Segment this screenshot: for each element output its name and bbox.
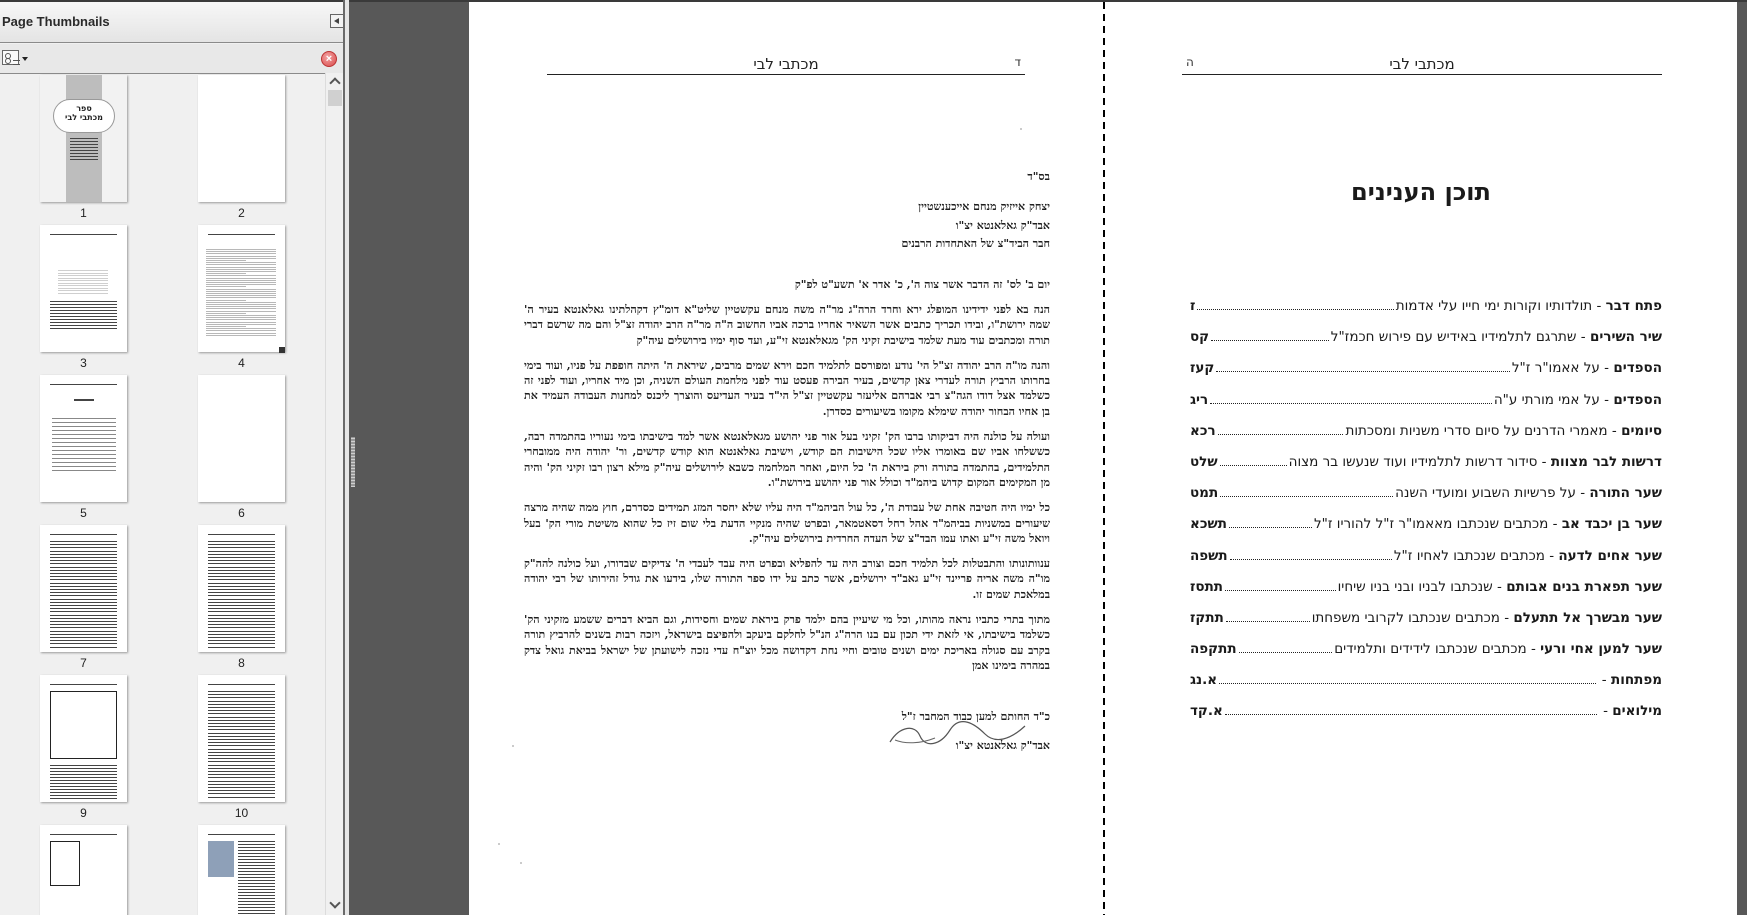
thumbnail-page-number: 6 [238,506,245,520]
close-icon[interactable]: × [321,51,337,67]
toc-entry[interactable] [1190,703,1662,734]
toc-leader-dots [1225,590,1336,591]
toc-entry[interactable] [1190,516,1662,547]
toc-page-number: תשכא [1190,516,1227,533]
toc-leader-dots [1197,309,1393,310]
letter-paragraph: והנה מו"ה הרב יהודה זצ"ל הי' נודע ומפורסם לתלמיד חכם וירא שמים מרבים, שיראת ה' היתה חופפת על פניו, ועוד בימי בחרותו הרביץ תורה לעדרי צאן קדשים, בעיר הבירה פעסט עוד לפני מלחמת העולם השניה, וכן מיד אחריו, ועוד לפני זה כשלמד אצל דודו הגה"צ רבי אברהם אליעזר עקשטיין זצ"ל הי"ד בעיר העדיעס והוצרך ליכנס למחנות העבודה העמיד את בן אחיו הבחור יהודה שימלא מקומו בשיעורים כסדרן. [524,358,1050,418]
page-thumbnail[interactable] [40,75,127,202]
page-thumbnail[interactable] [198,75,285,202]
toc-leader-dots [1219,683,1595,684]
toc-entry-heading: שיר השירים [1589,329,1662,346]
toc-page-number: שלט [1190,453,1218,470]
toc-entry-heading: הספדים [1613,391,1662,408]
sender-line: חבר הביד"צ של האתחדות הרבנים [901,237,1050,250]
toc-dash: - [1592,298,1606,314]
running-header-right [1182,54,1662,75]
page-thumbnail[interactable] [40,675,127,802]
toc-page-number: תתקפה [1190,641,1237,658]
toc-entry-heading: מילואים [1612,703,1662,720]
toc-page-number: תמט [1190,485,1219,502]
scrollbar-thumb[interactable] [328,90,342,106]
page-thumbnail[interactable] [40,525,127,652]
toc-page-number: תשפה [1190,547,1228,564]
page-thumbnail[interactable] [198,825,285,915]
letter-paragraph: ענוותונותו והתבטלות לכל תלמיד חכם וצורב היה עד להפליא ובפרט היה עבד לעבדי ה' צדיקים שבדורו, ועל כולנה להה"ק מו"ה משה אריה פריינד זי"ע גאב"ד ירושלים, אשר כתב על ידו ספר התורה שלו, בידעו את גודל זהירותו של רבי יהודה במלאכת שמים זו. [524,557,1050,601]
thumbnail-page-number: 7 [80,656,87,670]
scroll-up-icon[interactable] [329,76,341,86]
toc-dash: - [1598,703,1613,720]
toc-dash: - [1548,516,1562,533]
toc-entry-heading: הספדים [1613,360,1662,377]
cover-title: ספר מכתבי לבי [65,104,103,122]
sender-line: אבד"ק גאלאנטא יצ"ו [955,218,1050,232]
toc-entry-heading: דרשות לבר מצוות [1550,453,1662,470]
letter-paragraph: מתוך בתרי כתביו נראה מהותו, וכל מי שיעיין בהם ילמד פרק ביראת שמים וחסידות, וגם הביא דברים ששמע מזקיני הק' כשלמד בישיבתו, אי לזאת ידי תכון עם בנו הרה"ג הנ"ל לחלקם ביעקב ולהפיצם בישראל, ויזכה רבות בשנים להרביץ תורה בקרב עם סגולה באריכת ימים ושנים טובים וחיי נחת דקדושה מכל יוצ"ח עדי נזכה לישועתן של ישראל בביאת גואל צדק במהרה בימינו אמן [524,613,1050,672]
toc-entry[interactable] [1190,392,1662,423]
toc-leader-dots [1218,434,1344,435]
page-view-marker[interactable] [279,347,285,353]
toc-page-number: תתקז [1190,609,1224,626]
toc-dash: - [1526,641,1541,658]
toc-entry-description: שתרגם לתלמידיו באידיש עם פירוש חכמז"ל [1330,329,1577,346]
page-thumbnail[interactable] [198,675,285,802]
toc-entry-heading: שער התורה [1589,485,1662,502]
thumbnail-page-number: 1 [80,206,87,220]
toc-page-number: ז [1190,298,1196,314]
scan-speck [498,843,500,845]
thumbnail-page-number: 3 [80,356,87,370]
toc-leader-dots [1225,714,1597,715]
letter-closing: כ"ד החותם למען כבוד המחבר ז"ל [901,710,1050,723]
toc-dash: - [1576,329,1590,346]
collapse-panel-button[interactable] [330,14,344,28]
page-thumbnail[interactable] [198,225,285,352]
thumbnail-page-number: 2 [238,206,245,220]
panel-resize-strip[interactable] [345,0,349,915]
page-thumbnail[interactable] [40,225,127,352]
toc-entry[interactable] [1190,641,1662,672]
toc-entry-heading: שער למען אחי ורעי [1540,641,1662,658]
toc-entry[interactable] [1190,454,1662,485]
letter-paragraph: כל ימיו היה חטיבה אחת של עבודת ה', כל עול הביהמ"ד היה עליו שלא יחסר המזג תמידים כסדרם, חוץ ממה שהיה מרצה שיעורים במשניות בביהמ"ד אהל רחל דסאטמאר, ובפרט שהיה מנקיי הדעת בלי שום זיז כל שהוא משיטת מורי הק' בעל ויואל משה זי"ע ואתו עמו הבד"צ של העדה החרדית בירושלים עיה"ק. [524,501,1050,545]
scan-speck [512,745,514,747]
signature-title: אבד"ק גאלאנטא יצ"ו [955,739,1050,752]
handwritten-signature [880,718,1030,748]
toc-entry[interactable] [1190,329,1662,360]
toc-entry[interactable] [1190,298,1662,329]
toc-entry[interactable] [1190,485,1662,516]
toc-page-number: קעז [1190,360,1215,377]
toc-dash: - [1544,547,1559,564]
running-header-left [547,54,1025,75]
toc-entry-description: מכתבים שנכתבו לקרובי משפחתו [1311,609,1500,626]
thumbnail-scrollbar[interactable] [325,73,343,915]
thumbnail-page-number: 4 [238,356,245,370]
toc-page-number: קס [1190,329,1210,346]
splitter-grip-handle[interactable] [351,437,355,487]
chevron-down-icon [22,57,28,61]
toc-entry-description: מכתבים שנכתבו לאחיו ז"ל [1393,547,1545,564]
toc-page-number: רכא [1190,422,1216,439]
toc-leader-dots [1220,465,1287,466]
page-thumbnail[interactable] [198,375,285,502]
toc-entry-heading: שער מבשרך אל תתעלם [1513,609,1662,626]
toc-entry[interactable] [1190,548,1662,579]
toc-entry-description: על אאמו"ר ז"ל [1511,360,1600,377]
toc-entry-heading: סיומים [1621,422,1662,439]
letter-bsd: בס"ד [1027,170,1050,183]
toc-leader-dots [1226,621,1310,622]
toc-leader-dots [1239,652,1333,653]
toc-entry-description: סידור דרשות לתלמידיו ועוד שנעשו בר מצוה [1288,453,1538,470]
toc-entry-heading: שער אחים לדעה [1558,547,1662,564]
scroll-down-icon[interactable] [329,899,341,909]
toc-entry-description: מכתבים שנכתבו לידידים ותלמידים [1334,641,1527,658]
toc-entry-heading: פתח דבר [1605,298,1662,314]
toc-dash: - [1597,672,1611,689]
table-of-contents [1190,298,1662,735]
toc-dash: - [1607,422,1622,439]
toc-dash: - [1537,453,1551,470]
thumbnail-list [0,73,325,915]
sender-line: יצחק אייזיק מנחם אייכענשטיין [918,200,1050,213]
toc-dash: - [1599,391,1614,408]
toc-entry-description: מאמרי הדרנים על סיום סדרי משניות ומסכתות [1345,422,1608,439]
scan-speck [520,862,522,864]
page-thumbnail[interactable] [198,525,285,652]
toc-entry-heading: שער בן יכבד אב [1561,516,1662,533]
toc-leader-dots [1220,496,1393,497]
running-title-left: מכתבי לבי [753,55,819,73]
toc-entry-description: תולדותיו וקורות ימי חייו עלי אדמות [1395,298,1593,314]
toc-leader-dots [1229,527,1312,528]
toc-entry-description: על אמי מורתי ע"ה [1493,391,1600,408]
toc-leader-dots [1216,371,1510,372]
options-list-icon [2,50,19,65]
letter-paragraph: הנה בא לפני ידידינו המופלג ירא וחרד הרה"ג מר"ה משה מנחם עקשטיין שליט"א דומ"ץ דקהלתינו גאלאנטא בעיר ה' שמה ירושת"ו, ובידו תכריך כתבים אשר השאיר אחריו ברכה אביו החשוב ה"ה מר"ה הרב יהודה זצ"ל והם מה שרשם דברי תורה ומכתבים עוד מעת שלמד בישיבת זקיני הק' מגאלאנטא זי"ע, ועד סוף ימיו בירושלים עיה"ק [524,303,1050,347]
thumbnail-page-number: 9 [80,806,87,820]
toc-dash: - [1575,485,1590,502]
toc-leader-dots [1210,403,1492,404]
toc-page-number: א.קד [1190,703,1223,720]
toc-entry[interactable] [1190,672,1662,703]
toc-entry-description: שנכתבו לבניו ובני בניו שיחיו [1337,578,1493,595]
toc-page-number: א.נג [1190,672,1218,689]
page-thumbnail[interactable] [40,375,127,502]
toc-leader-dots [1211,340,1329,341]
letter-date: יום ב' לס' זה הדבר אשר צוה ה', כ' אדר א' תשע"ט לפ"ק [794,278,1050,291]
toc-entry-heading: שער תפארת בנים אבותם [1506,578,1662,595]
toc-entry-description: על פרשיות השבוע ומועדי השנה [1395,485,1576,502]
toc-page-number: ריג [1190,391,1209,408]
toc-title: תוכן הענינים [1351,178,1491,206]
page-number-left: ד [1014,55,1021,69]
toc-dash: - [1499,609,1514,626]
toc-entry-description: מכתבים שנכתבו מאאמו"ר ז"ל להוריו ז"ל [1313,516,1549,533]
page-number-right: ה [1186,55,1194,69]
page-thumbnail[interactable] [40,825,127,915]
toc-entry-heading: מפתחות [1610,672,1662,689]
panel-header [0,2,343,43]
scan-speck [1020,128,1022,130]
thumbnail-page-number: 10 [234,806,249,820]
toc-leader-dots [1230,559,1392,560]
letter-body [524,302,1050,683]
toc-entry[interactable] [1190,610,1662,641]
toc-dash: - [1599,360,1614,377]
panel-toolbar [0,44,343,74]
toc-dash: - [1492,578,1507,595]
panel-title: Page Thumbnails [2,14,110,29]
toc-entry[interactable] [1190,360,1662,391]
toc-entry[interactable] [1190,579,1662,610]
letter-sender [901,198,1050,254]
thumbnail-page-number: 8 [238,656,245,670]
toc-entry[interactable] [1190,423,1662,454]
toc-page-number: תתסז [1190,578,1224,595]
thumbnail-page-number: 5 [80,506,87,520]
letter-paragraph: ועולה על כולנה היה דביקותו ברבו הק' זקיני בעל אור פני יהושע מגאלאנטא אשר למד בישיבתו בימי נעוריו בהתמדה רבה, כששלחו אביו שם באומרו אליו שכל הישיבות הם קודש, וישיבת גאלאנטא הוא קודש קדשים, ור' יהודה היה ממובחרי התלמידים, בהתמדה בתורה ורק ביראת ה' כל היום, ואחר המלחמה כשבא לירושלים עיה"ק מילא רצון רבו זקיני הק' והיה מן המקימים המקום קדוש ביהמ"ד וכולל אור פני יהושע בירושת"ו. [524,430,1050,489]
running-title-right: מכתבי לבי [1389,55,1455,73]
